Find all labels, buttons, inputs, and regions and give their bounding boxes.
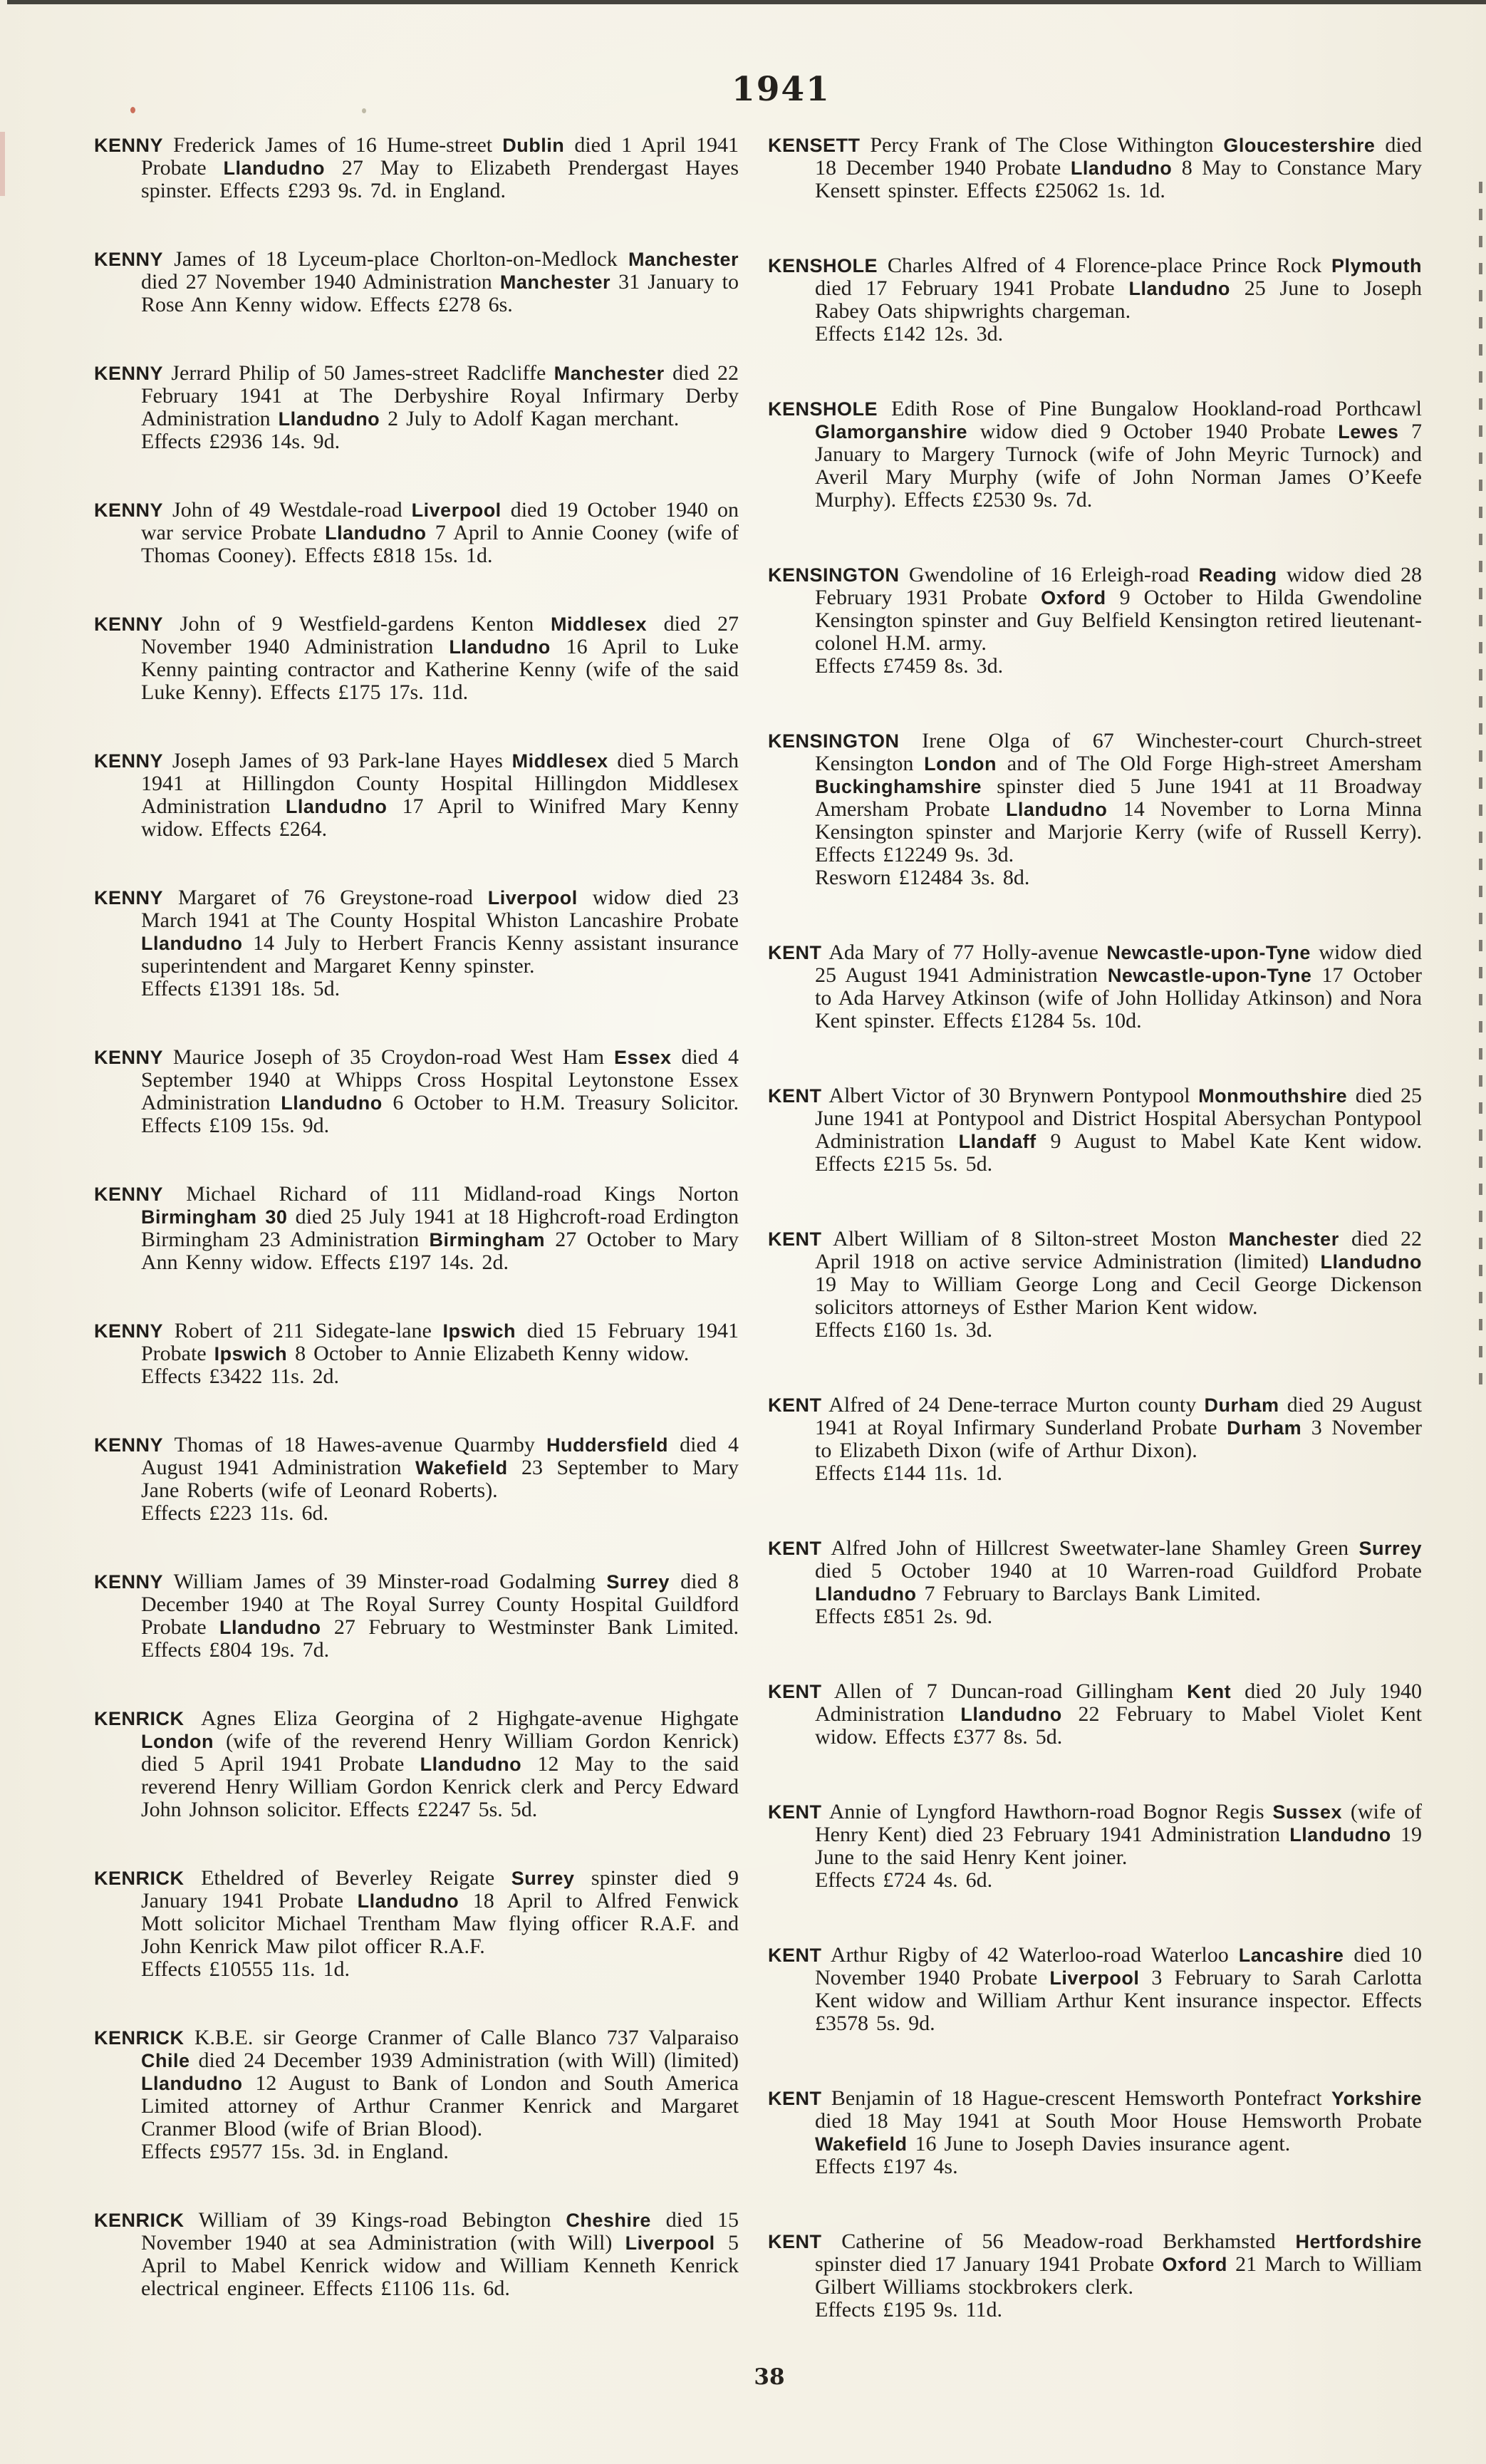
- bold-name-or-place: Durham: [1227, 1417, 1302, 1439]
- bold-name-or-place: KENT: [768, 942, 822, 963]
- entry-text: 12 August to Bank of London and South America Limited attorney of Arthur Cranmer Kenrick and Margaret Cranmer Blood (wife of Brian Blood).: [141, 2071, 739, 2141]
- probate-entry: [94, 248, 739, 316]
- bold-name-or-place: Reading: [1198, 564, 1277, 586]
- bold-name-or-place: KENRICK: [94, 1868, 185, 1889]
- bold-name-or-place: Chile: [141, 2050, 190, 2071]
- bold-name-or-place: Llandudno: [278, 408, 380, 430]
- bold-name-or-place: Lewes: [1338, 421, 1399, 442]
- bold-name-or-place: KENNY: [94, 614, 164, 635]
- bold-name-or-place: Liverpool: [411, 499, 502, 521]
- entry-text: spinster died 5 June 1941 at 11 Broadway Amersham Probate: [815, 775, 1422, 821]
- bold-name-or-place: KENT: [768, 2088, 822, 2109]
- entry-text: 27 May to Elizabeth Prendergast Hayes spinster. Effects £293 9s. 7d. in England.: [141, 156, 739, 202]
- probate-entry: [768, 1680, 1422, 1749]
- bold-name-or-place: Manchester: [499, 271, 610, 293]
- bold-name-or-place: KENNY: [94, 750, 164, 772]
- bold-name-or-place: KENSHOLE: [768, 255, 878, 276]
- bold-name-or-place: Llandudno: [285, 796, 388, 817]
- bold-name-or-place: KENSETT: [768, 135, 861, 156]
- entry-text: 17 October to Ada Harvey Atkinson (wife of John Holliday Atkinson) and Nora Kent spinster. Effects £1284 5s. 10d.: [815, 963, 1422, 1032]
- bold-name-or-place: KENSINGTON: [768, 730, 900, 752]
- entry-text: 8 October to Annie Elizabeth Kenny widow.: [287, 1342, 690, 1365]
- entry-text: Benjamin of 18 Hague-crescent Hemsworth Pontefract: [821, 2086, 1331, 2110]
- entry-text: Agnes Eliza Georgina of 2 Highgate-avenue Highgate: [184, 1707, 739, 1730]
- bold-name-or-place: London: [924, 753, 997, 775]
- bold-name-or-place: Ipswich: [214, 1343, 288, 1365]
- entry-text: Ada Mary of 77 Holly-avenue: [821, 941, 1107, 964]
- bold-name-or-place: Llandudno: [325, 522, 427, 544]
- entry-text: (wife of the reverend Henry William Gordon Kenrick) died 5 April 1941 Probate: [141, 1729, 739, 1776]
- probate-entry: [768, 254, 1422, 346]
- entry-text: died 18 May 1941 at South Moor House Hemsworth Probate: [815, 2109, 1422, 2133]
- bold-name-or-place: KENT: [768, 2231, 822, 2252]
- probate-entry: [94, 613, 739, 704]
- bold-name-or-place: Liverpool: [1049, 1967, 1140, 1989]
- bold-name-or-place: KENNY: [94, 135, 164, 156]
- entry-text: Allen of 7 Duncan-road Gillingham: [821, 1679, 1188, 1703]
- probate-entry: [94, 362, 739, 453]
- scan-edge-top: [7, 0, 1486, 4]
- bold-name-or-place: Liverpool: [625, 2232, 715, 2254]
- bold-name-or-place: Newcastle-upon-Tyne: [1106, 942, 1311, 963]
- entry-text: 23 September to Mary Jane Roberts (wife of Leonard Roberts).: [141, 1456, 739, 1502]
- entry-text: Percy Frank of The Close Withington: [860, 133, 1224, 157]
- entry-text: 7 April to Annie Cooney (wife of Thomas Cooney). Effects £818 15s. 1d.: [141, 521, 739, 567]
- entry-text: Albert William of 8 Silton-street Moston: [821, 1227, 1229, 1251]
- bold-name-or-place: Llandaff: [958, 1131, 1036, 1152]
- bold-name-or-place: Gloucestershire: [1223, 135, 1376, 156]
- probate-entry: [768, 1801, 1422, 1892]
- bold-name-or-place: Cheshire: [566, 2210, 651, 2231]
- entry-text: died 5 October 1940 at 10 Warren-road Guildford Probate: [815, 1559, 1422, 1583]
- bold-name-or-place: Llandudno: [141, 2073, 243, 2094]
- bold-name-or-place: KENRICK: [94, 1708, 185, 1729]
- probate-entry: [768, 398, 1422, 512]
- entry-text: 7 February to Barclays Bank Limited.: [916, 1582, 1261, 1605]
- entry-text: died 19 October 1940 on war service Probate: [141, 498, 739, 544]
- bold-name-or-place: KENSHOLE: [768, 398, 878, 420]
- entry-text: Arthur Rigby of 42 Waterloo-road Waterloo: [821, 1943, 1239, 1967]
- entry-text: Etheldred of Beverley Reigate: [184, 1866, 511, 1890]
- entry-text: 27 October to Mary Ann Kenny widow. Effects £197 14s. 2d.: [141, 1228, 739, 1274]
- probate-entry: [94, 1867, 739, 1981]
- entry-text: Charles Alfred of 4 Florence-place Prince Rock: [878, 254, 1331, 277]
- scan-edge-right-dashes: [1479, 182, 1482, 1386]
- bold-name-or-place: Manchester: [628, 249, 739, 270]
- entry-text: Albert Victor of 30 Brynwern Pontypool: [821, 1084, 1199, 1107]
- entry-text: died 25 July 1941 at 18 Highcroft-road Erdington Birmingham 23 Administration: [141, 1205, 739, 1251]
- bold-name-or-place: Llandudno: [449, 636, 551, 658]
- entry-text: Effects £2936 14s. 9d.: [141, 430, 341, 453]
- bold-name-or-place: Llandudno: [219, 1617, 321, 1638]
- probate-entry: [94, 1183, 739, 1274]
- bold-name-or-place: Llandudno: [141, 933, 243, 954]
- entry-text: William James of 39 Minster-road Godalming: [163, 1570, 607, 1593]
- scan-speck: [362, 108, 366, 113]
- entry-text: died 5 March 1941 at Hillingdon County Hospital Hillingdon Middlesex Administration: [141, 749, 739, 818]
- bold-name-or-place: Llandudno: [420, 1754, 522, 1775]
- entry-text: Alfred of 24 Dene-terrace Murton county: [821, 1393, 1205, 1417]
- entry-text: (wife of Henry Kent) died 23 February 1941 Administration: [815, 1800, 1422, 1846]
- entry-text: 6 October to H.M. Treasury Solicitor. Effects £109 15s. 9d.: [141, 1091, 739, 1137]
- probate-entry: [94, 1320, 739, 1388]
- entry-text: 3 February to Sarah Carlotta Kent widow and William Arthur Kent insurance inspector. Effects £3578 5s. 9d.: [815, 1966, 1423, 2035]
- bold-name-or-place: KENT: [768, 1945, 822, 1966]
- bold-name-or-place: Hertfordshire: [1295, 2231, 1422, 2252]
- entry-text: K.B.E. sir George Cranmer of Calle Blanco 737 Valparaiso: [184, 2026, 739, 2049]
- entry-text: spinster died 9 January 1941 Probate: [141, 1866, 739, 1912]
- bold-name-or-place: Essex: [614, 1047, 672, 1068]
- entry-text: Resworn £12484 3s. 8d.: [815, 866, 1030, 889]
- bold-name-or-place: KENT: [768, 1681, 822, 1702]
- entry-text: John of 49 Westdale-road: [163, 498, 412, 522]
- bold-name-or-place: KENNY: [94, 1571, 164, 1593]
- entry-text: 5 April to Mabel Kenrick widow and William Kenneth Kenrick electrical engineer. Effects £1106 11s. 6d.: [141, 2231, 739, 2300]
- bold-name-or-place: Monmouthshire: [1198, 1085, 1348, 1107]
- entry-text: 16 April to Luke Kenny painting contractor and Katherine Kenny (wife of the said Luke Kenny). Effects £175 17s. 11d.: [141, 635, 739, 704]
- bold-name-or-place: Buckinghamshire: [815, 776, 982, 797]
- entry-text: died 1 April 1941 Probate: [141, 133, 739, 180]
- probate-entry: [94, 1434, 739, 1525]
- entry-text: Effects £1391 18s. 5d.: [141, 977, 341, 1000]
- entry-text: Catherine of 56 Meadow-road Berkhamsted: [821, 2230, 1296, 2253]
- entry-text: died 27 November 1940 Administration: [141, 612, 739, 658]
- entry-text: Michael Richard of 111 Midland-road Kings Norton: [163, 1182, 739, 1206]
- bold-name-or-place: KENNY: [94, 249, 164, 270]
- entry-text: 31 January to Rose Ann Kenny widow. Effects £278 6s.: [141, 270, 739, 316]
- probate-entry: [94, 134, 739, 202]
- bold-name-or-place: Llandudno: [815, 1583, 917, 1605]
- entry-text: Effects £142 12s. 3d.: [815, 322, 1004, 346]
- bold-name-or-place: Sussex: [1272, 1801, 1342, 1823]
- entry-text: died 25 June 1941 at Pontypool and District Hospital Abersychan Pontypool Administration: [815, 1084, 1422, 1153]
- entry-text: Effects £223 11s. 6d.: [141, 1501, 328, 1525]
- entry-text: 27 February to Westminster Bank Limited. Effects £804 19s. 7d.: [141, 1615, 739, 1662]
- bold-name-or-place: Llandudno: [1320, 1251, 1422, 1273]
- entry-text: Effects £160 1s. 3d.: [815, 1318, 993, 1342]
- right-column: [768, 134, 1422, 2374]
- bold-name-or-place: Llandudno: [960, 1704, 1062, 1725]
- probate-entry: [768, 1944, 1422, 2035]
- entry-text: 19 May to William George Long and Cecil George Dickenson solicitors attorneys of Esther Marion Kent widow.: [815, 1273, 1422, 1319]
- entry-text: John of 9 Westfield-gardens Kenton: [163, 612, 551, 636]
- left-column: [94, 134, 739, 2346]
- bold-name-or-place: KENNY: [94, 887, 164, 909]
- bold-name-or-place: Birmingham 30: [141, 1206, 288, 1228]
- entry-text: 12 May to the said reverend Henry William Gordon Kenrick clerk and Percy Edward John Johnson solicitor. Effects £2247 5s. 5d.: [141, 1752, 739, 1821]
- probate-entry: [94, 886, 739, 1000]
- probate-entry: [768, 941, 1422, 1032]
- bold-name-or-place: Oxford: [1162, 2254, 1227, 2275]
- entry-text: Robert of 211 Sidegate-lane: [163, 1319, 443, 1342]
- entry-text: died 20 July 1940 Administration: [815, 1679, 1422, 1726]
- entry-text: Margaret of 76 Greystone-road: [163, 886, 488, 909]
- entry-text: 9 August to Mabel Kate Kent widow. Effects £215 5s. 5d.: [815, 1129, 1422, 1176]
- entry-text: Joseph James of 93 Park-lane Hayes: [163, 749, 512, 772]
- bold-name-or-place: KENT: [768, 1394, 822, 1416]
- entry-text: died 27 November 1940 Administration: [141, 270, 500, 294]
- entry-text: died 18 December 1940 Probate: [815, 133, 1422, 180]
- bold-name-or-place: Plymouth: [1331, 255, 1422, 276]
- bold-name-or-place: KENRICK: [94, 2027, 185, 2049]
- bold-name-or-place: KENRICK: [94, 2210, 185, 2231]
- entry-text: Effects £10555 11s. 1d.: [141, 1957, 350, 1981]
- probate-entry: [768, 1085, 1422, 1176]
- probate-entry: [768, 1537, 1422, 1628]
- entry-text: 9 October to Hilda Gwendoline Kensington spinster and Guy Belfield Kensington retired lieutenant-colonel H.M. army.: [815, 586, 1423, 655]
- bold-name-or-place: Lancashire: [1238, 1945, 1344, 1966]
- entry-text: widow died 9 October 1940 Probate: [967, 420, 1339, 443]
- entry-text: 3 November to Elizabeth Dixon (wife of Arthur Dixon).: [815, 1416, 1422, 1462]
- entry-text: died 15 November 1940 at sea Administration (with Will): [141, 2208, 739, 2255]
- bold-name-or-place: Manchester: [1228, 1228, 1339, 1250]
- bold-name-or-place: Wakefield: [815, 2133, 908, 2155]
- bold-name-or-place: KENT: [768, 1085, 822, 1107]
- bold-name-or-place: Llandudno: [1289, 1824, 1391, 1846]
- entry-text: Gwendoline of 16 Erleigh-road: [899, 563, 1199, 586]
- entry-text: 8 May to Constance Mary Kensett spinster. Effects £25062 1s. 1d.: [815, 156, 1422, 202]
- probate-entry: [768, 134, 1422, 202]
- probate-entry: [94, 2209, 739, 2300]
- entry-text: Effects £195 9s. 11d.: [815, 2298, 1002, 2321]
- bold-name-or-place: Birmingham: [429, 1229, 545, 1251]
- entry-text: died 22 April 1918 on active service Administration (limited): [815, 1227, 1422, 1273]
- bold-name-or-place: Surrey: [511, 1868, 575, 1889]
- entry-text: 14 July to Herbert Francis Kenny assistant insurance superintendent and Margaret Kenny spinster.: [141, 931, 739, 978]
- entry-text: Effects £851 2s. 9d.: [815, 1605, 993, 1628]
- bold-name-or-place: Ipswich: [442, 1320, 516, 1342]
- probate-entry: [94, 499, 739, 567]
- bold-name-or-place: KENNY: [94, 363, 164, 384]
- entry-text: died 29 August 1941 at Royal Infirmary Sunderland Probate: [815, 1393, 1422, 1439]
- bold-name-or-place: London: [141, 1731, 214, 1752]
- entry-text: 21 March to William Gilbert Williams stockbrokers clerk.: [815, 2252, 1422, 2299]
- entry-text: Jerrard Philip of 50 James-street Radcliffe: [163, 361, 554, 385]
- entry-text: Effects £9577 15s. 3d. in England.: [141, 2140, 449, 2163]
- entry-text: widow died 28 February 1931 Probate: [815, 563, 1422, 609]
- scan-speck: [130, 107, 135, 113]
- entry-text: William of 39 Kings-road Bebington: [184, 2208, 566, 2232]
- page-number: 38: [754, 2364, 785, 2390]
- entry-text: 2 July to Adolf Kagan merchant.: [380, 407, 680, 430]
- entry-text: 25 June to Joseph Rabey Oats shipwrights chargeman.: [815, 276, 1422, 323]
- bold-name-or-place: Middlesex: [550, 614, 647, 635]
- bold-name-or-place: Wakefield: [415, 1457, 508, 1479]
- bold-name-or-place: KENNY: [94, 1320, 164, 1342]
- entry-text: 16 June to Joseph Davies insurance agent.: [907, 2132, 1291, 2155]
- probate-entry: [768, 2230, 1422, 2321]
- probate-entry: [94, 1046, 739, 1137]
- bold-name-or-place: Surrey: [606, 1571, 670, 1593]
- bold-name-or-place: Surrey: [1358, 1538, 1422, 1559]
- entry-text: died 10 November 1940 Probate: [815, 1943, 1423, 1989]
- probate-entry: [94, 2026, 739, 2163]
- entry-text: widow died 23 March 1941 at The County Hospital Whiston Lancashire Probate: [141, 886, 739, 932]
- probate-entry: [768, 2087, 1422, 2178]
- entry-text: 14 November to Lorna Minna Kensington spinster and Marjorie Kerry (wife of Russell Kerry). Effects £12249 9s. 3d.: [815, 797, 1422, 866]
- entry-text: 18 April to Alfred Fenwick Mott solicitor Michael Trentham Maw flying officer R.A.F. and John Kenrick Maw pilot officer R.A.F.: [141, 1889, 739, 1958]
- bold-name-or-place: Llandudno: [223, 157, 325, 179]
- entry-text: Maurice Joseph of 35 Croydon-road West Ham: [163, 1045, 614, 1069]
- entry-text: Annie of Lyngford Hawthorn-road Bognor Regis: [821, 1800, 1273, 1823]
- entry-text: spinster died 17 January 1941 Probate: [815, 2252, 1163, 2276]
- bold-name-or-place: KENT: [768, 1228, 822, 1250]
- bold-name-or-place: KENNY: [94, 1047, 164, 1068]
- bold-name-or-place: Llandudno: [1005, 799, 1108, 820]
- bold-name-or-place: Llandudno: [281, 1092, 383, 1114]
- bold-name-or-place: Manchester: [554, 363, 665, 384]
- entry-text: 19 June to the said Henry Kent joiner.: [815, 1823, 1422, 1869]
- bold-name-or-place: Dublin: [502, 135, 565, 156]
- bold-name-or-place: Middlesex: [511, 750, 608, 772]
- bold-name-or-place: KENT: [768, 1801, 822, 1823]
- bold-name-or-place: Llandudno: [357, 1890, 459, 1912]
- entry-text: James of 18 Lyceum-place Chorlton-on-Medlock: [163, 247, 628, 271]
- entry-text: and of The Old Forge High-street Amersham: [997, 752, 1422, 775]
- bold-name-or-place: KENNY: [94, 499, 164, 521]
- bold-name-or-place: Kent: [1187, 1681, 1232, 1702]
- entry-text: died 22 February 1941 at The Derbyshire Royal Infirmary Derby Administration: [141, 361, 739, 430]
- probate-entry: [768, 730, 1422, 889]
- entry-text: Thomas of 18 Hawes-avenue Quarmby: [163, 1433, 546, 1456]
- probate-entry: [768, 564, 1422, 678]
- entry-text: died 15 February 1941 Probate: [141, 1319, 739, 1365]
- probate-entry: [94, 750, 739, 841]
- bold-name-or-place: KENSINGTON: [768, 564, 900, 586]
- entry-text: Effects £144 11s. 1d.: [815, 1461, 1002, 1485]
- entry-text: Effects £7459 8s. 3d.: [815, 654, 1004, 678]
- entry-text: died 17 February 1941 Probate: [815, 276, 1129, 300]
- probate-entry: [768, 1228, 1422, 1342]
- bold-name-or-place: KENT: [768, 1538, 822, 1559]
- entry-text: died 4 September 1940 at Whipps Cross Hospital Leytonstone Essex Administration: [141, 1045, 739, 1114]
- entry-text: Effects £3422 11s. 2d.: [141, 1365, 339, 1388]
- bold-name-or-place: Newcastle-upon-Tyne: [1107, 965, 1312, 986]
- bold-name-or-place: Llandudno: [1070, 157, 1173, 179]
- entry-text: widow died 25 August 1941 Administration: [815, 941, 1422, 987]
- bold-name-or-place: Liverpool: [487, 887, 578, 909]
- entry-text: Edith Rose of Pine Bungalow Hookland-road Porthcawl: [878, 397, 1422, 420]
- entry-text: 22 February to Mabel Violet Kent widow. Effects £377 8s. 5d.: [815, 1702, 1423, 1749]
- entry-text: Effects £724 4s. 6d.: [815, 1868, 993, 1892]
- bold-name-or-place: Glamorganshire: [815, 421, 968, 442]
- entry-text: 7 January to Margery Turnock (wife of John Meyric Turnock) and Averil Mary Murphy (wife of John Norman James O’Keefe Murphy). Effects £2530 9s. 7d.: [815, 420, 1423, 512]
- entry-text: Frederick James of 16 Hume-street: [163, 133, 503, 157]
- bold-name-or-place: KENNY: [94, 1434, 164, 1456]
- bold-name-or-place: Huddersfield: [546, 1434, 669, 1456]
- probate-entry: [94, 1570, 739, 1662]
- entry-text: 17 April to Winifred Mary Kenny widow. Effects £264.: [141, 794, 739, 841]
- entry-text: Alfred John of Hillcrest Sweetwater-lane Shamley Green: [821, 1536, 1359, 1560]
- entry-text: died 4 August 1941 Administration: [141, 1433, 739, 1479]
- bold-name-or-place: Llandudno: [1128, 278, 1230, 299]
- bold-name-or-place: Yorkshire: [1331, 2088, 1422, 2109]
- entry-text: Effects £197 4s.: [815, 2155, 958, 2178]
- page-title: 1941: [732, 70, 831, 109]
- bold-name-or-place: KENNY: [94, 1184, 164, 1205]
- entry-text: died 24 December 1939 Administration (with Will) (limited): [189, 2049, 739, 2072]
- probate-entry: [94, 1707, 739, 1821]
- entry-text: died 8 December 1940 at The Royal Surrey County Hospital Guildford Probate: [141, 1570, 739, 1639]
- entry-text: Irene Olga of 67 Winchester-court Church-street Kensington: [815, 729, 1422, 775]
- bold-name-or-place: Oxford: [1041, 587, 1106, 609]
- bold-name-or-place: Durham: [1204, 1394, 1279, 1416]
- probate-entry: [768, 1394, 1422, 1485]
- scan-edge-left: [0, 132, 5, 196]
